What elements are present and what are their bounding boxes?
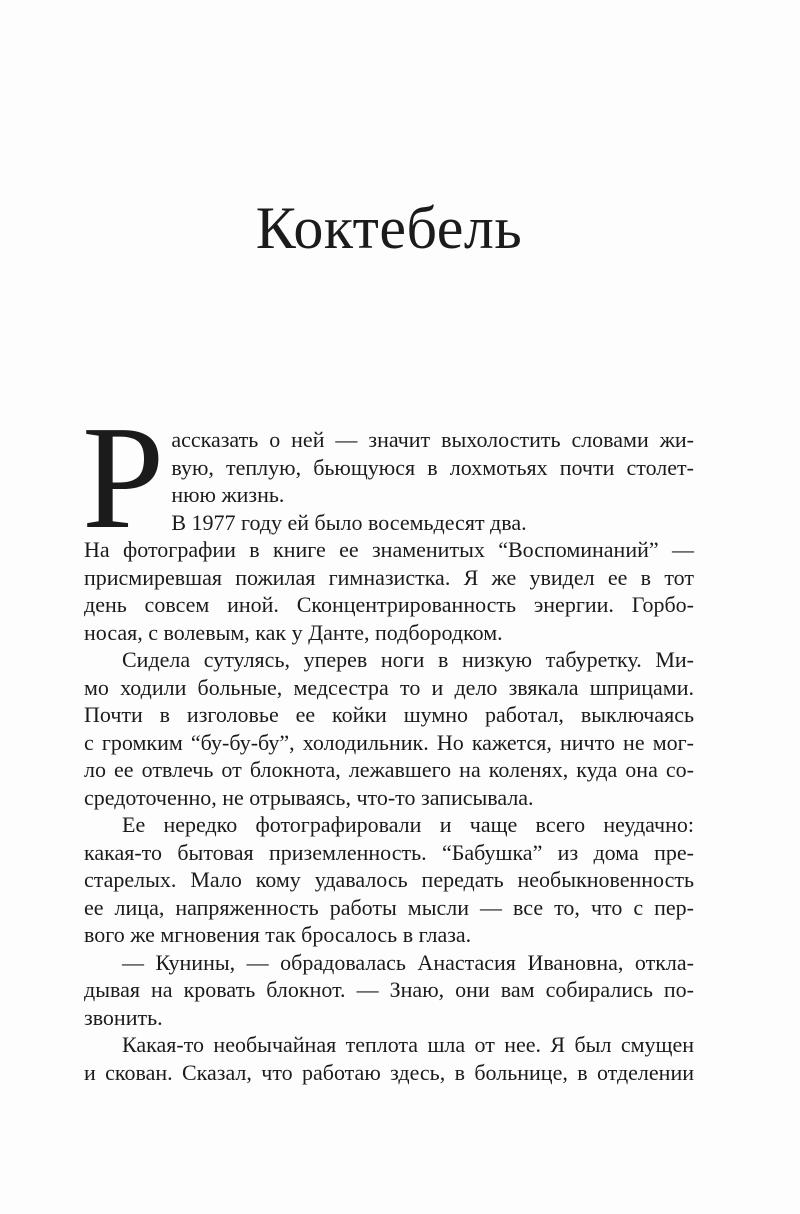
drop-cap: Р [82, 396, 165, 560]
text-line: ее лица, напряженность работы мысли — все то, что с пер- [84, 894, 694, 920]
body-text [82, 396, 694, 1086]
paragraph [84, 536, 694, 646]
text-line: На фотографии в книге ее знаменитых “Воспоминаний” — [84, 537, 694, 562]
text-line: день совсем иной. Сконцентрированность энергии. Горбо- [84, 592, 694, 617]
text-line: — Кунины, — обрадовалась Анастасия Ивановна, откла- [122, 949, 694, 975]
page-title: Коктебель [255, 195, 523, 261]
text-line: средоточенно, не отрываясь, что-то записывала. [84, 784, 534, 810]
text-line: дывая на кровать блокнот. — Знаю, они вам собирались по- [84, 977, 694, 1002]
paragraph [84, 646, 694, 811]
text-line: старелых. Мало кому удавалось передать необыкновенность [84, 867, 694, 892]
paragraph [84, 949, 694, 1032]
text-line: Почти в изголовье ее койки шумно работал, выключаясь [84, 702, 694, 727]
paragraph [84, 1031, 694, 1086]
text-line: присмиревшая пожилая гимназистка. Я же увидел ее в тот [84, 564, 694, 590]
text-line: и скован. Сказал, что работаю здесь, в больнице, в отделении [84, 1059, 694, 1085]
text-line: В 1977 году ей было восемьдесят два. [171, 509, 527, 535]
text-line: какая-то бытовая приземленность. “Бабушка” из дома пре- [84, 839, 694, 865]
paragraph [84, 509, 694, 537]
text-line: вого же мгновения так бросалось в глаза. [84, 922, 472, 947]
text-block [84, 0, 694, 1086]
text-line: вую, теплую, бьющуюся в лохмотьях почти столет- [171, 454, 694, 480]
text-line: ло ее отвлечь от блокнота, лежавшего на коленях, куда она со- [84, 757, 694, 782]
paragraph [84, 811, 694, 949]
text-line: носая, с волевым, как у Данте, подбородком. [84, 619, 503, 645]
text-line: мо ходили больные, медсестра то и дело звякала шприцами. [84, 674, 694, 700]
text-line: с громким “бу-бу-бу”, холодильник. Но кажется, ничто не мог- [84, 729, 694, 755]
text-line: Какая-то необычайная теплота шла от нее. Я был смущен [122, 1032, 694, 1057]
text-line: ассказать о ней — значит выхолостить словами жи- [171, 427, 694, 452]
text-line: нюю жизнь. [171, 482, 285, 507]
text-line: Сидела сутулясь, уперев ноги в низкую табуретку. Ми- [122, 647, 694, 672]
text-line: Ее нередко фотографировали и чаще всего неудачно: [122, 812, 694, 837]
text-line: звонить. [84, 1004, 163, 1030]
